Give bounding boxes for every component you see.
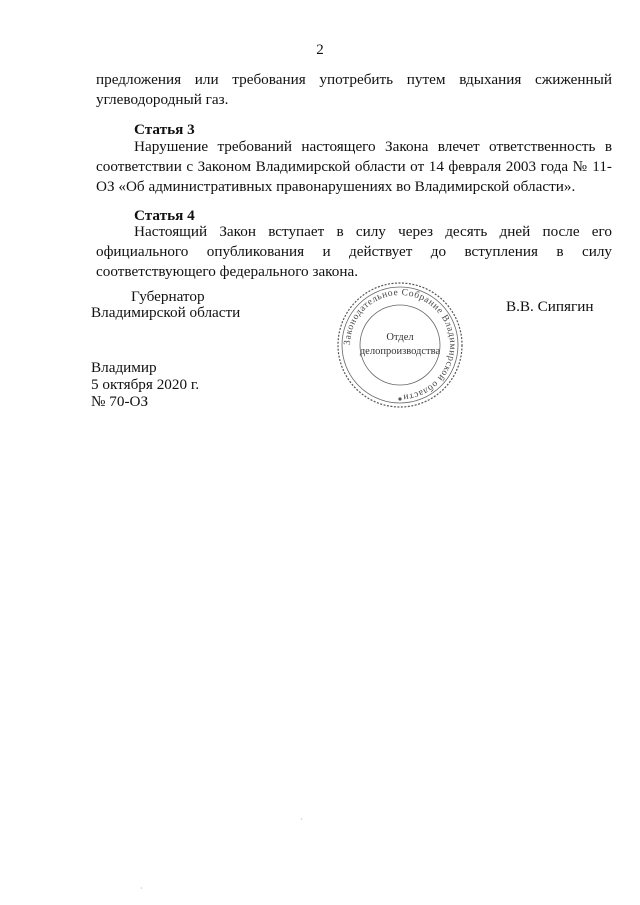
stamp-ring-text: Законодательное Собрание Владимирской области	[342, 287, 458, 402]
page-number: 2	[316, 42, 324, 58]
article-3-heading: Статья 3	[134, 121, 195, 138]
scan-speck: ·	[300, 815, 303, 824]
law-number: № 70-ОЗ	[91, 393, 149, 410]
signatory-name: В.В. Сипягин	[506, 298, 594, 315]
article-3-text: Нарушение требований настоящего Закона влечет ответственность в соответствии с Законом Владимирской области от 14 февраля 2003 года № 11-ОЗ «Об административных правонарушениях во Владимирской области».	[96, 138, 612, 195]
date-of-signing: 5 октября 2020 г.	[91, 376, 200, 393]
stamp-center-line1: Отдел	[386, 332, 414, 343]
official-stamp	[335, 280, 465, 410]
intro-paragraph: предложения или требования употребить путем вдыхания сжиженный углеводородный газ.	[96, 71, 612, 108]
signatory-title-line1: Губернатор	[131, 288, 205, 305]
signatory-title-line2: Владимирской области	[91, 304, 241, 321]
place-of-signing: Владимир	[91, 359, 157, 376]
article-4-heading: Статья 4	[134, 207, 195, 224]
article-4-text: Настоящий Закон вступает в силу через десять дней после его официального опубликования и действует до вступления в силу соответствующего федерального закона.	[96, 223, 612, 280]
stamp-center-line2: делопроизводства	[359, 346, 441, 357]
scan-speck: ·	[140, 884, 143, 893]
stamp-star	[398, 397, 401, 400]
